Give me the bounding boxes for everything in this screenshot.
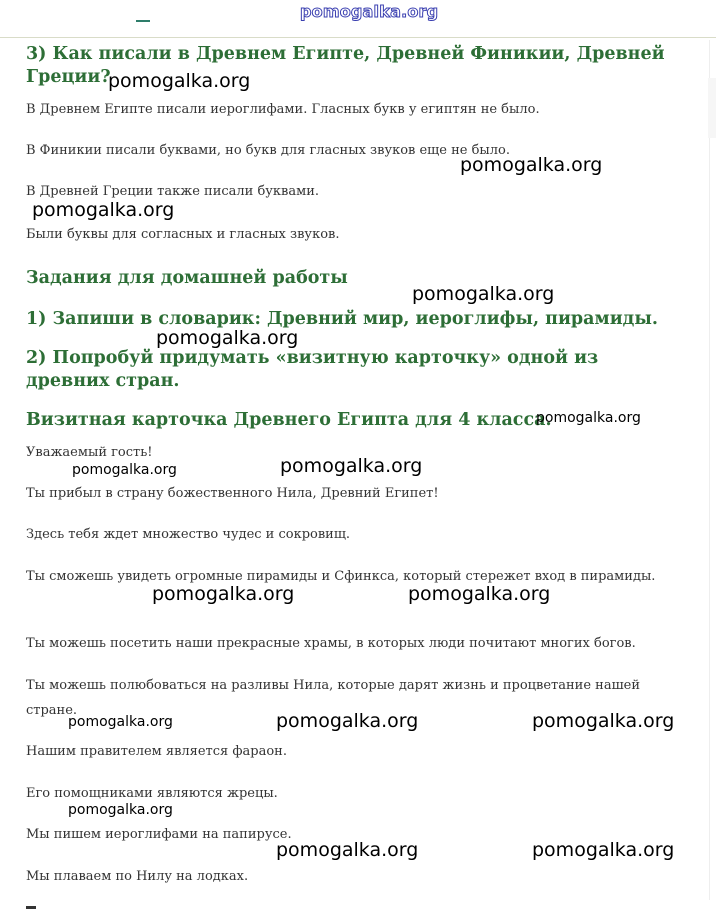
card-line-papyrus: Мы пишем иероглифами на папирусе. (26, 827, 292, 842)
watermark: pomogalka.org (280, 455, 423, 477)
cut-off-text (26, 906, 36, 917)
watermark: pomogalka.org (152, 583, 295, 605)
watermark: pomogalka.org (68, 802, 173, 818)
watermark: pomogalka.org (536, 410, 641, 426)
top-bar-accent (136, 20, 150, 22)
watermark: pomogalka.org (276, 839, 419, 861)
watermark: pomogalka.org (460, 154, 603, 176)
card-line-boats: Мы плаваем по Нилу на лодках. (26, 869, 249, 884)
section-heading: 3) Как писали в Древнем Египте, Древней Финикии, Древней Греции? (26, 44, 665, 87)
answer-paragraph-egypt: В Древнем Египте писали иероглифами. Гласных букв у египтян не было. (26, 102, 540, 117)
card-line-greeting: Уважаемый гость! (26, 445, 153, 460)
answer-paragraph-phoenicia: В Финикии писали буквами, но букв для гласных звуков еще не было. (26, 143, 510, 158)
top-bar (0, 0, 716, 38)
card-line-pharaoh: Нашим правителем является фараон. (26, 744, 287, 759)
watermark: pomogalka.org (108, 70, 251, 92)
watermark: pomogalka.org (68, 714, 173, 730)
business-card-heading: Визитная карточка Древнего Египта для 4 класса. (26, 410, 552, 430)
right-edge-panel (708, 78, 716, 138)
watermark: pomogalka.org (532, 839, 675, 861)
card-line-treasures: Здесь тебя ждет множество чудес и сокровищ. (26, 527, 351, 542)
right-edge-rule (709, 40, 710, 900)
watermark: pomogalka.org (408, 583, 551, 605)
site-logo[interactable]: pomogalka.org (300, 2, 439, 21)
answer-paragraph-greece: В Древней Греции также писали буквами. (26, 184, 320, 199)
card-line-arrival: Ты прибыл в страну божественного Нила, Древний Египет! (26, 486, 439, 501)
watermark: pomogalka.org (72, 462, 177, 478)
watermark: pomogalka.org (532, 710, 675, 732)
watermark: pomogalka.org (412, 283, 555, 305)
homework-task-1: 1) Запиши в словарик: Древний мир, иероглифы, пирамиды. (26, 309, 658, 329)
card-line-nile-floods: Ты можешь полюбоваться на разливы Нила, которые дарят жизнь и процветание нашей стране. (26, 678, 641, 718)
card-line-pyramids: Ты сможешь увидеть огромные пирамиды и Сфинкса, который стережет вход в пирамиды. (26, 569, 656, 584)
answer-paragraph-vowels: Были буквы для согласных и гласных звуков. (26, 227, 340, 242)
card-line-temples: Ты можешь посетить наши прекрасные храмы, в которых люди почитают многих богов. (26, 636, 636, 651)
watermark: pomogalka.org (276, 710, 419, 732)
card-line-priests: Его помощниками являются жрецы. (26, 786, 278, 801)
homework-heading: Задания для домашней работы (26, 268, 348, 288)
homework-task-2: 2) Попробуй придумать «визитную карточку» одной из древних стран. (26, 348, 599, 391)
watermark: pomogalka.org (156, 327, 299, 349)
watermark: pomogalka.org (32, 199, 175, 221)
